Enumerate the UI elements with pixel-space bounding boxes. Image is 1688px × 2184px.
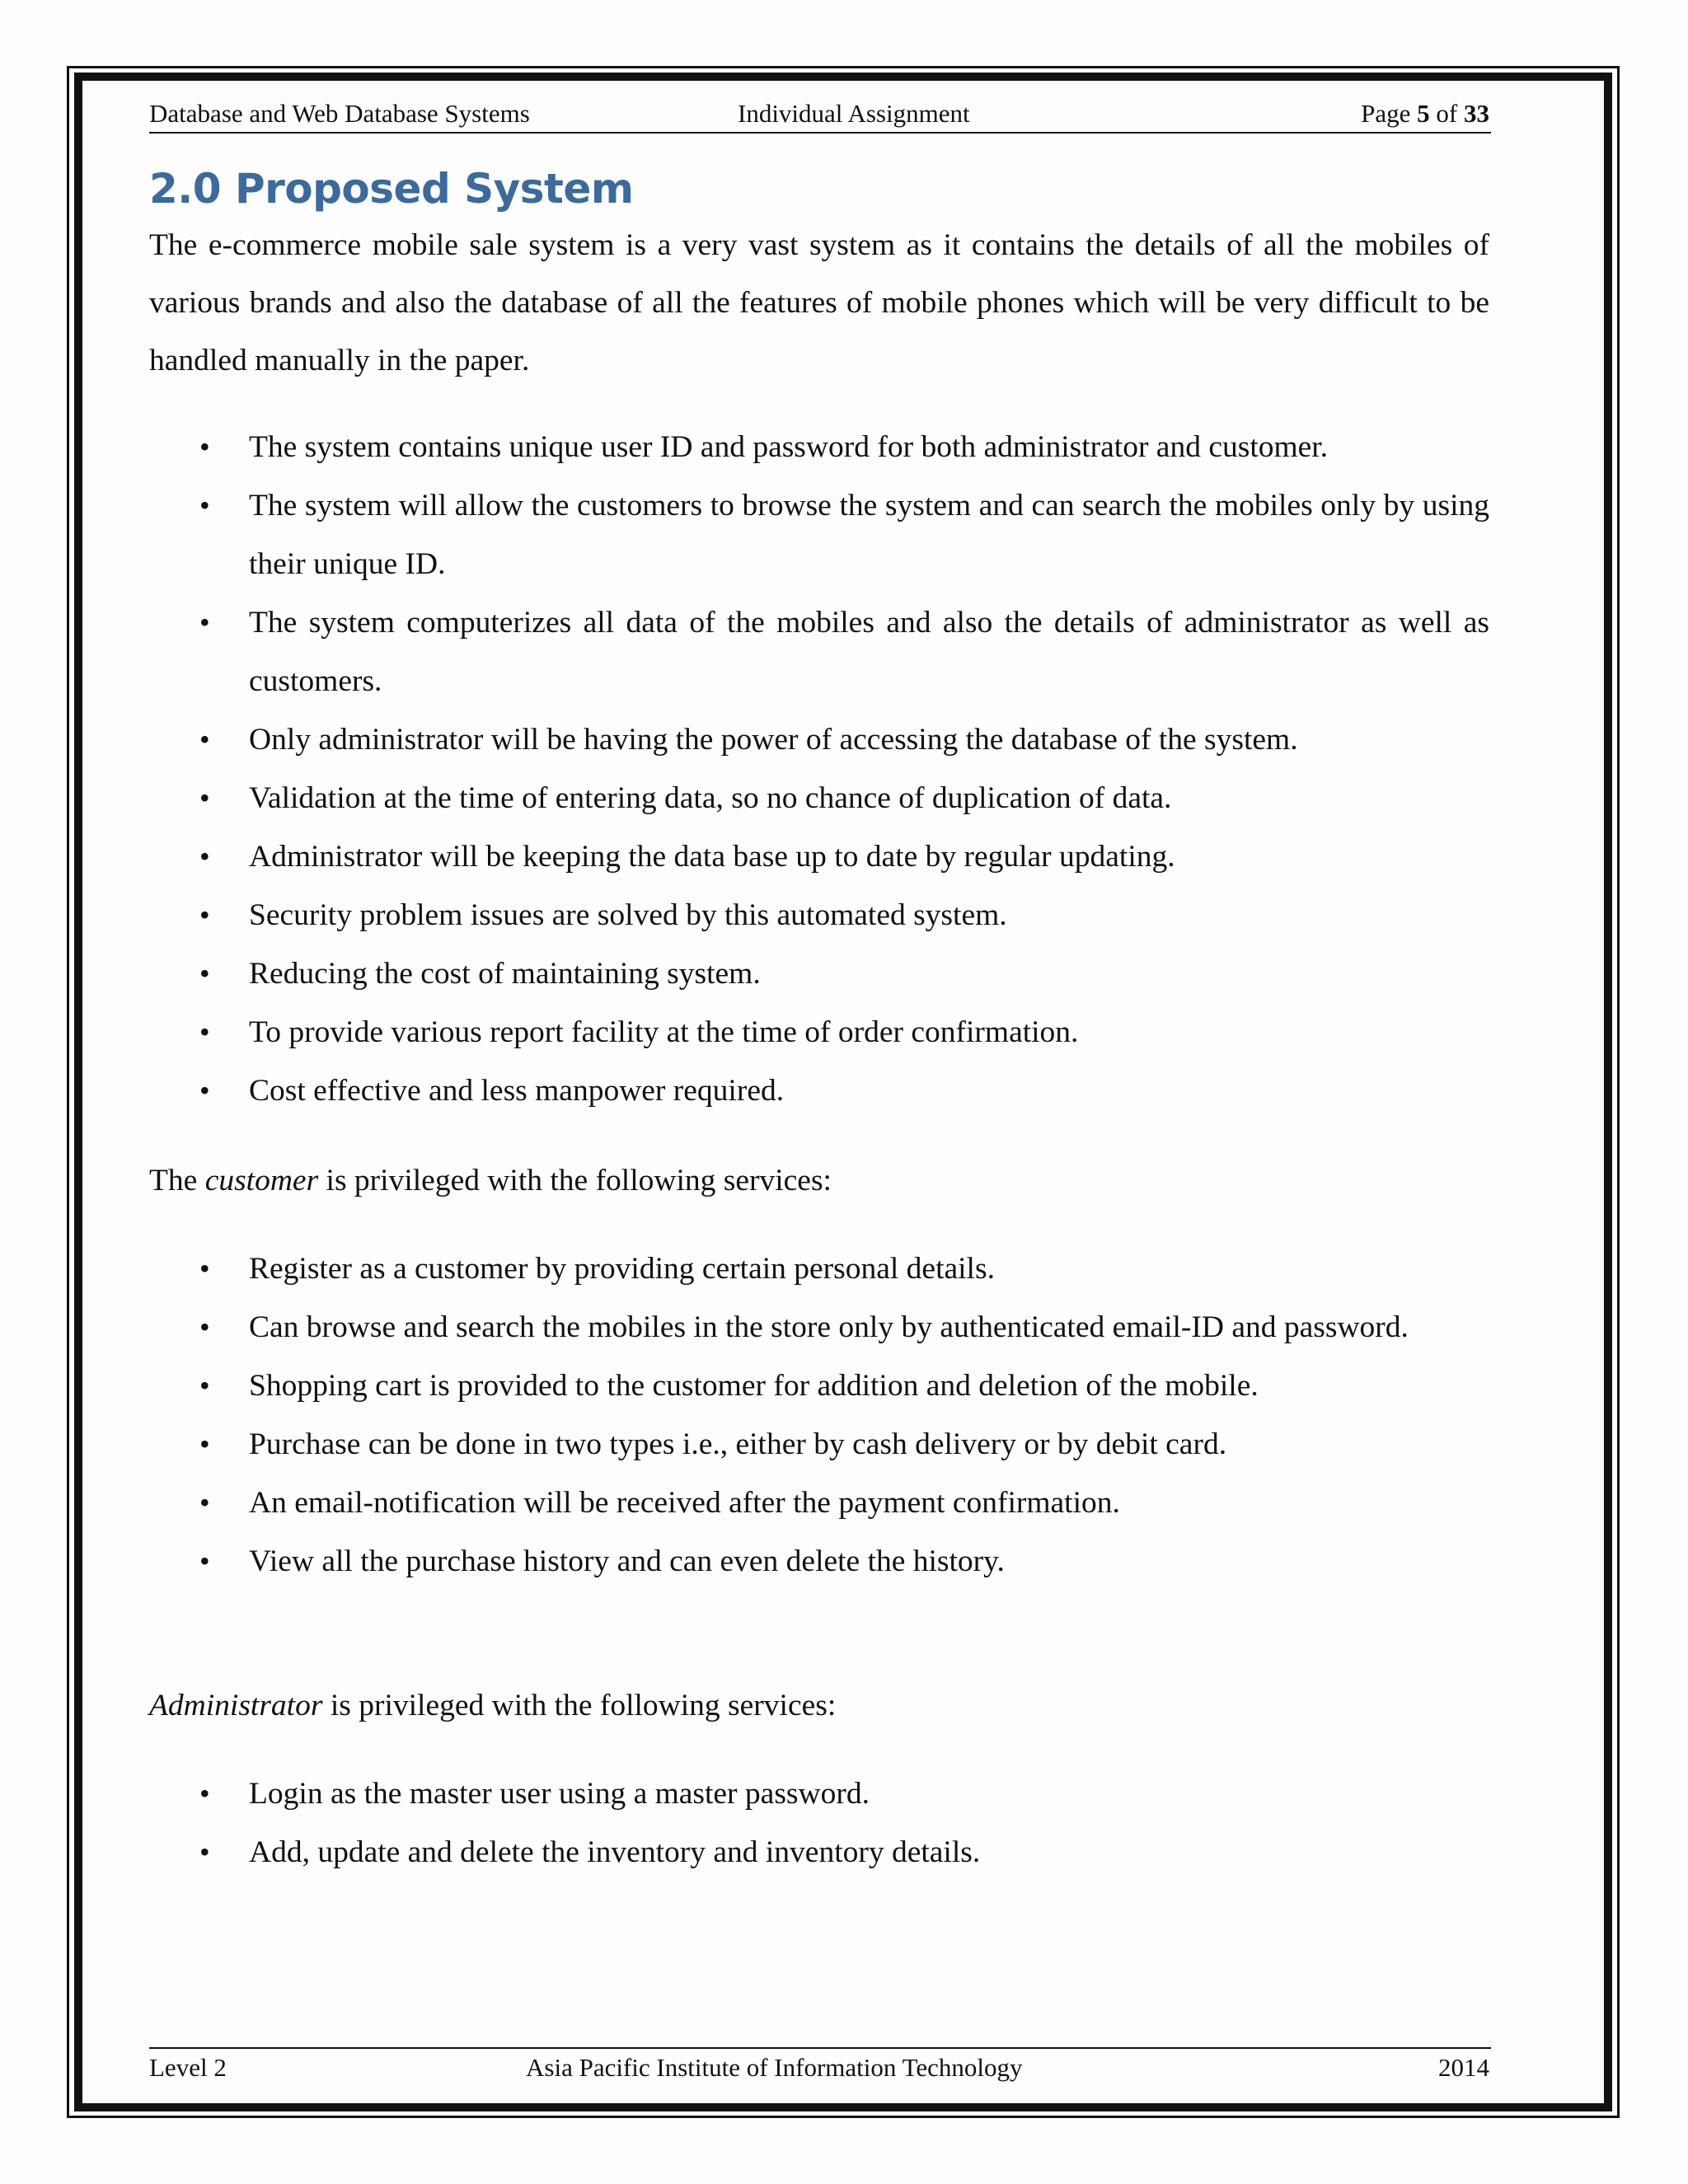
list-item <box>149 1357 1489 1415</box>
list-item-text: Security problem issues are solved by this automated system. <box>249 898 1007 932</box>
list-item <box>149 476 1489 593</box>
list-item <box>149 1765 1489 1823</box>
customer-lead <box>149 1152 1489 1210</box>
page-current: 5 <box>1417 99 1430 128</box>
list-item <box>149 1415 1489 1474</box>
customer-lead-before: The <box>149 1164 205 1197</box>
bullet-icon: • <box>199 606 210 639</box>
list-item <box>149 827 1489 886</box>
list-item-text: Administrator will be keeping the data base up to date by regular updating. <box>249 840 1175 874</box>
list-item <box>149 1003 1489 1062</box>
bullet-icon: • <box>199 1427 210 1460</box>
header-page-number <box>1361 99 1489 129</box>
page-header <box>149 97 1491 134</box>
customer-lead-after: is privileged with the following services: <box>318 1164 832 1197</box>
bullet-icon: • <box>199 898 210 931</box>
list-item-text: Login as the master user using a master password. <box>249 1777 870 1811</box>
page-of: of <box>1429 99 1464 128</box>
customer-lead-emphasis: customer <box>204 1164 319 1197</box>
list-item-text: Register as a customer by providing certain personal details. <box>249 1252 995 1286</box>
section-title: 2.0 Proposed System <box>149 165 634 213</box>
list-item-text: Can browse and search the mobiles in the store only by authenticated email-ID and password. <box>249 1310 1409 1344</box>
footer-institute: Asia Pacific Institute of Information Technology <box>526 2053 1023 2082</box>
footer-year: 2014 <box>1438 2053 1489 2082</box>
bullet-icon: • <box>199 430 210 463</box>
bullet-icon: • <box>199 1486 210 1519</box>
admin-lead-emphasis: Administrator <box>149 1689 323 1722</box>
bullet-icon: • <box>199 1835 210 1868</box>
list-item <box>149 1532 1489 1591</box>
list-item <box>149 1823 1489 1882</box>
intro-paragraph: The e-commerce mobile sale system is a very vast system as it contains the details of all the mobiles of various brands and also the database of all the features of mobile phones which will be very difficult to be handled manually in the paper. <box>149 228 1489 377</box>
header-assignment: Individual Assignment <box>738 99 970 128</box>
list-item <box>149 1062 1489 1120</box>
admin-services-list <box>149 1765 1489 1882</box>
list-item <box>149 1240 1489 1298</box>
list-item <box>149 1474 1489 1532</box>
list-item-text: To provide various report facility at the time of order confirmation. <box>249 1015 1079 1049</box>
bullet-icon: • <box>199 723 210 756</box>
list-item <box>149 944 1489 1003</box>
list-item-text: The system contains unique user ID and password for both administrator and customer. <box>249 430 1329 464</box>
bullet-icon: • <box>199 1015 210 1048</box>
bullet-icon: • <box>199 1310 210 1343</box>
bullet-icon: • <box>199 781 210 814</box>
list-item <box>149 886 1489 944</box>
list-item <box>149 593 1489 710</box>
list-item-text: Validation at the time of entering data, so no chance of duplication of data. <box>249 781 1172 815</box>
customer-services-list <box>149 1240 1489 1591</box>
page-prefix: Page <box>1361 99 1418 128</box>
list-item-text: Purchase can be done in two types i.e., either by cash delivery or by debit card. <box>249 1427 1227 1461</box>
page-total: 33 <box>1464 99 1489 128</box>
bullet-icon: • <box>199 1777 210 1810</box>
list-item <box>149 418 1489 476</box>
list-item <box>149 769 1489 827</box>
bullet-icon: • <box>199 1544 210 1577</box>
footer-level: Level 2 <box>149 2053 227 2082</box>
list-item-text: The system will allow the customers to browse the system and can search the mobiles only by using their unique ID. <box>249 489 1489 581</box>
list-item-text: Shopping cart is provided to the customer for addition and deletion of the mobile. <box>249 1369 1259 1403</box>
list-item-text: An email-notification will be received after the payment confirmation. <box>249 1486 1120 1520</box>
list-item-text: Cost effective and less manpower required. <box>249 1074 785 1108</box>
features-list <box>149 418 1489 1120</box>
admin-lead <box>149 1677 1489 1735</box>
header-course: Database and Web Database Systems <box>149 99 530 128</box>
list-item <box>149 1298 1489 1357</box>
list-item-text: Add, update and delete the inventory and inventory details. <box>249 1835 981 1869</box>
list-item-text: Only administrator will be having the power of accessing the database of the system. <box>249 723 1298 757</box>
list-item-text: Reducing the cost of maintaining system. <box>249 957 761 991</box>
bullet-icon: • <box>199 489 210 522</box>
bullet-icon: • <box>199 1369 210 1402</box>
bullet-icon: • <box>199 1074 210 1107</box>
bullet-icon: • <box>199 1252 210 1285</box>
page-footer <box>149 2047 1491 2082</box>
bullet-icon: • <box>199 957 210 990</box>
list-item-text: The system computerizes all data of the mobiles and also the details of administrator as well as customers. <box>249 606 1489 698</box>
bullet-icon: • <box>199 840 210 873</box>
list-item <box>149 710 1489 769</box>
admin-lead-after: is privileged with the following services: <box>322 1689 837 1722</box>
list-item-text: View all the purchase history and can even delete the history. <box>249 1544 1005 1578</box>
